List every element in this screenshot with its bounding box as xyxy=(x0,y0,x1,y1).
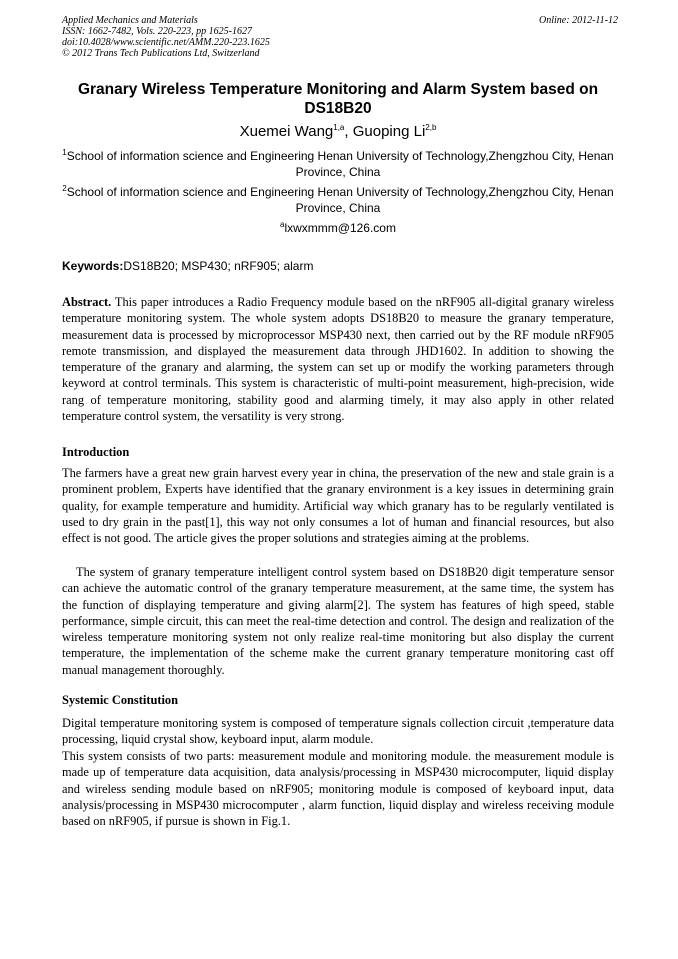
author-separator: , xyxy=(344,123,353,140)
email-sup: a xyxy=(280,220,285,229)
author-2-name: Guoping Li xyxy=(352,123,426,140)
affiliation-1-text: School of information science and Engineering Henan University of Technology,Zhengzhou City, Henan Province, China xyxy=(66,149,614,179)
author-line xyxy=(62,122,614,141)
introduction-heading: Introduction xyxy=(62,445,130,459)
issn-line: ISSN: 1662-7482, Vols. 220-223, pp 1625-1627 xyxy=(62,26,252,37)
online-date: Online: 2012-11-12 xyxy=(539,15,618,26)
affiliation-1-sup: 1 xyxy=(62,148,67,157)
systemic-paragraph-2: This system consists of two parts: measurement module and monitoring module. the measurement module is made up of temperature data acquisition, data analysis/processing in MSP430 microcomputer, liquid display and wireless sending module based on nRF905; monitoring module is composed of keyboard input, data analysis/processing in MSP430 microcomputer , alarm function, liquid display and wireless receiving module based on nRF905, if pursue is shown in Fig.1. xyxy=(62,749,614,829)
doi-line: doi:10.4028/www.scientific.net/AMM.220-223.1625 xyxy=(62,37,270,48)
email-line xyxy=(62,220,614,236)
affiliation-1 xyxy=(62,148,614,180)
affiliation-2-sup: 2 xyxy=(62,184,67,193)
journal-name: Applied Mechanics and Materials xyxy=(62,15,198,26)
systemic-paragraph-1: Digital temperature monitoring system is composed of temperature signals collection circuit ,temperature data processing, liquid crystal show, keyboard input, alarm module. xyxy=(62,716,614,747)
email-address: lxwxmmm@126.com xyxy=(284,221,396,235)
abstract xyxy=(62,294,614,424)
author-2-sup: 2,b xyxy=(425,123,437,132)
author-1-sup: 1,a xyxy=(333,123,345,132)
affiliation-2-text: School of information science and Engineering Henan University of Technology,Zhengzhou City, Henan Province, China xyxy=(66,185,614,215)
abstract-label: Abstract. xyxy=(62,295,112,309)
abstract-text: This paper introduces a Radio Frequency module based on the nRF905 all-digital granary wireless temperature monitoring system. The whole system adopts DS18B20 to measure the granary temperature, measurement data is processed by microprocessor MSP430 next, then carried out by the RF module nRF905 remote transmission, and displayed the measurement data through JHD1602. In addition to showing the temperature of the granary and alarming, the system can set up or modify the working parameters through keyword at control terminals. This system is characteristic of multi-point measurement, high-precision, wide rang of temperature monitoring, stability good and alarming timely, it may also apply in other related temperature control system, the versatility is very strong. xyxy=(62,295,614,424)
introduction-paragraph-1: The farmers have a great new grain harvest every year in china, the preservation of the new and stale grain is a prominent problem, Experts have identified that the granary environment is a key issues in determining grain quality, for example temperature and humidity. Artificial way which granary has to be regularly ventilated is used to dry grain in the past[1], this way not only consumes a lot of human and financial resources, but also effect is not good. The article gives the proper solutions and strategies aiming at the problems. xyxy=(62,466,614,546)
journal-header xyxy=(62,15,618,59)
keywords xyxy=(62,258,614,274)
affiliation-2 xyxy=(62,184,614,216)
header-left xyxy=(62,15,618,59)
author-1-name: Xuemei Wang xyxy=(239,123,334,140)
keywords-label: Keywords: xyxy=(62,259,124,273)
paper-title: Granary Wireless Temperature Monitoring and Alarm System based on DS18B20 xyxy=(77,81,599,117)
copyright-line: © 2012 Trans Tech Publications Ltd, Switzerland xyxy=(62,48,260,59)
introduction-paragraph-2: The system of granary temperature intelligent control system based on DS18B20 digit temperature sensor can achieve the automatic control of the granary temperature measurement, at the same time, the system has the function of displaying temperature and giving alarm[2]. The system has features of high speed, stable performance, simple circuit, this can meet the real-time detection and control. The design and realization of the wireless temperature monitoring system not only realize real-time monitoring but also display the current temperature, the implementation of the scheme make the current granary temperature monitoring cast off manual management thoroughly. xyxy=(62,565,614,677)
keywords-text: DS18B20; MSP430; nRF905; alarm xyxy=(123,259,314,273)
systemic-constitution-heading: Systemic Constitution xyxy=(62,693,178,707)
